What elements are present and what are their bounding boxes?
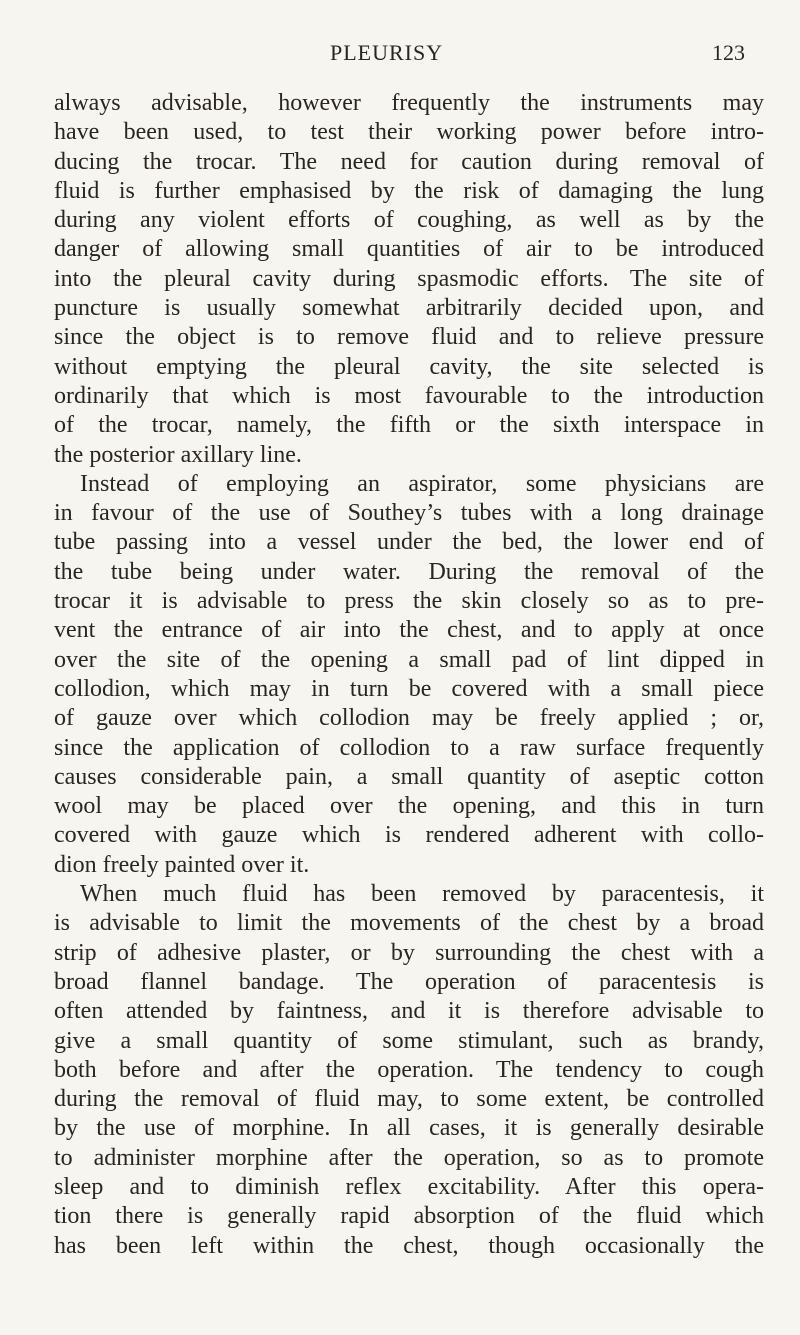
running-head: PLEURISY	[330, 40, 444, 65]
text-line: during the removal of fluid may, to some extent, be controlled	[54, 1086, 764, 1113]
text-line: wool may be placed over the opening, and this in turn	[54, 793, 764, 820]
text-line: ordinarily that which is most favourable to the introduction	[54, 382, 764, 409]
text-line: since the object is to remove fluid and to relieve pressure	[54, 324, 764, 351]
text-line: to administer morphine after the operation, so as to promote	[54, 1144, 764, 1171]
text-line: have been used, to test their working power before intro-	[54, 119, 764, 146]
text-line: often attended by faintness, and it is therefore advisable to	[54, 998, 764, 1025]
paragraph-start-line: When much fluid has been removed by paracentesis, it	[80, 881, 764, 908]
text-line: always advisable, however frequently the instruments may	[54, 90, 764, 116]
text-line: of gauze over which collodion may be freely applied ; or,	[54, 705, 764, 732]
page-number: 123	[712, 40, 745, 65]
text-line: sleep and to diminish reflex excitability. After this opera-	[54, 1173, 764, 1200]
text-line: into the pleural cavity during spasmodic efforts. The site of	[54, 265, 764, 292]
text-line: fluid is further emphasised by the risk of damaging the lung	[54, 177, 764, 204]
text-line: during any violent efforts of coughing, as well as by the	[54, 207, 764, 234]
text-line: puncture is usually somewhat arbitrarily decided upon, and	[54, 295, 764, 322]
text-line: of the trocar, namely, the fifth or the sixth interspace in	[54, 412, 764, 439]
page-header	[0, 40, 800, 80]
paragraph-start-line: Instead of employing an aspirator, some physicians are	[80, 470, 764, 497]
text-line: vent the entrance of air into the chest, and to apply at once	[54, 617, 764, 644]
text-line: strip of adhesive plaster, or by surrounding the chest with a	[54, 939, 764, 966]
text-line: is advisable to limit the movements of the chest by a broad	[54, 910, 764, 937]
body-text	[54, 89, 764, 1261]
text-line: give a small quantity of some stimulant, such as brandy,	[54, 1027, 764, 1054]
text-line: tion there is generally rapid absorption of the fluid which	[54, 1203, 764, 1230]
text-line: danger of allowing small quantities of air to be introduced	[54, 236, 764, 263]
text-line: tube passing into a vessel under the bed, the lower end of	[54, 529, 764, 556]
text-line: broad flannel bandage. The operation of paracentesis is	[54, 968, 764, 995]
text-line: both before and after the operation. The tendency to cough	[54, 1056, 764, 1083]
text-line: ducing the trocar. The need for caution during removal of	[54, 148, 764, 175]
text-line: the tube being under water. During the removal of the	[54, 558, 764, 585]
text-line: in favour of the use of Southey’s tubes with a long drainage	[54, 500, 764, 527]
paragraph-end-line: dion freely painted over it.	[54, 851, 310, 878]
text-line: has been left within the chest, though occasionally the	[54, 1232, 764, 1259]
text-line: collodion, which may in turn be covered with a small piece	[54, 675, 764, 702]
text-line: by the use of morphine. In all cases, it is generally desirable	[54, 1115, 764, 1142]
text-line: causes considerable pain, a small quantity of aseptic cotton	[54, 763, 764, 790]
text-line: covered with gauze which is rendered adherent with collo-	[54, 822, 764, 849]
text-line: over the site of the opening a small pad of lint dipped in	[54, 646, 764, 673]
text-line: without emptying the pleural cavity, the site selected is	[54, 353, 764, 380]
paragraph-end-line: the posterior axillary line.	[54, 441, 302, 468]
text-line: trocar it is advisable to press the skin closely so as to pre-	[54, 588, 764, 615]
text-line: since the application of collodion to a raw surface frequently	[54, 734, 764, 761]
